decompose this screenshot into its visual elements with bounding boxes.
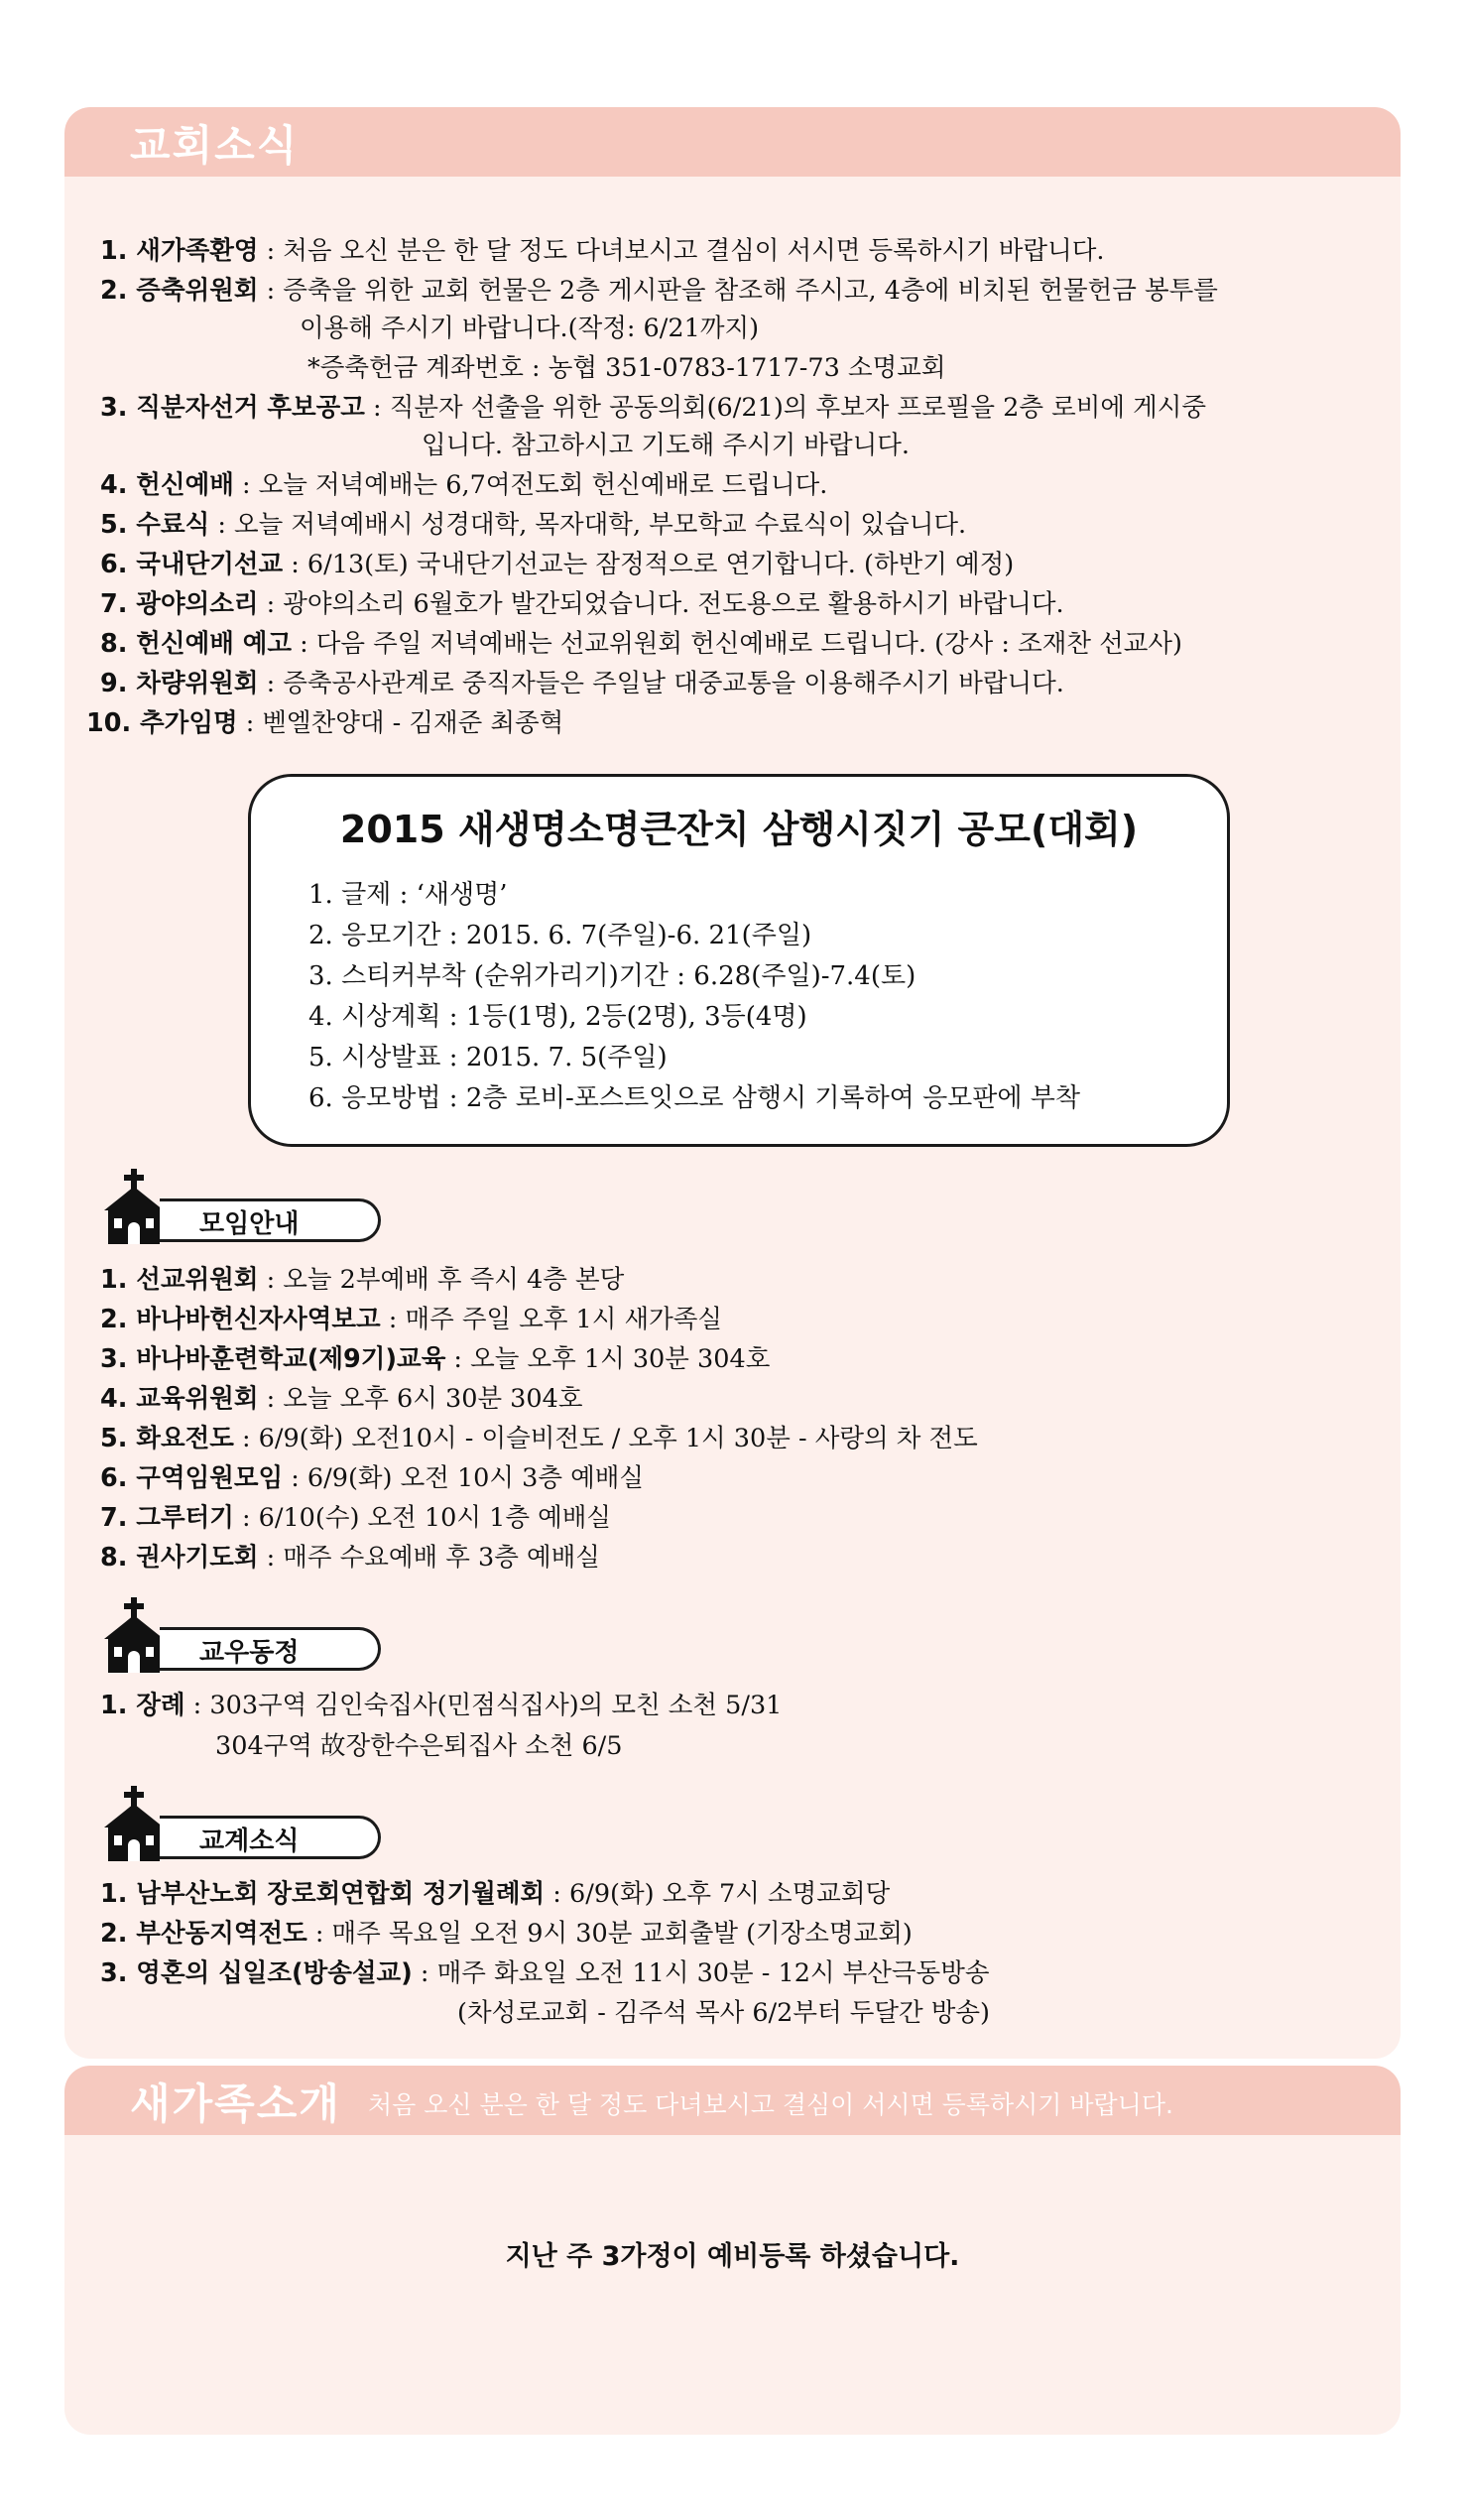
news-item-9: 9. 차량위원회 : 증축공사관계로 중직자들은 주일날 대중교통을 이용해주시기 바랍니다. xyxy=(100,669,1064,698)
meeting-item-4: 4. 교육위원회 : 오늘 오후 6시 30분 304호 xyxy=(100,1384,583,1414)
church-news-panel xyxy=(64,107,1401,2059)
news-item-8: 8. 헌신예배 예고 : 다음 주일 저녁예배는 선교위원회 헌신예배로 드립니다. (강사 : 조재찬 선교사) xyxy=(100,629,1182,659)
denomination-heading xyxy=(104,1786,402,1861)
members-heading xyxy=(104,1597,402,1673)
member-item-1-cont1: 304구역 故장한수은퇴집사 소천 6/5 xyxy=(215,1731,623,1761)
news-item-2-cont2: *증축헌금 계좌번호 : 농협 351-0783-1717-73 소명교회 xyxy=(307,353,946,383)
church-icon xyxy=(104,1169,166,1244)
contest-item-3: 3. 스티커부착 (순위가리기)기간 : 6.28(주일)-7.4(토) xyxy=(308,961,916,991)
contest-item-6: 6. 응모방법 : 2층 로비-포스트잇으로 삼행시 기록하여 응모판에 부착 xyxy=(308,1083,1081,1113)
news-item-4: 4. 헌신예배 : 오늘 저녁예배는 6,7여전도회 헌신예배로 드립니다. xyxy=(100,470,828,500)
members-title: 교우동정 xyxy=(199,1638,300,1668)
meetings-title: 모임안내 xyxy=(199,1209,300,1239)
meetings-pill xyxy=(160,1198,381,1242)
contest-box xyxy=(248,774,1230,1147)
new-family-subtitle: 처음 오신 분은 한 달 정도 다녀보시고 결심이 서시면 등록하시기 바랍니다. xyxy=(368,2090,1173,2119)
news-item-7: 7. 광야의소리 : 광야의소리 6월호가 발간되었습니다. 전도용으로 활용하시기 바랍니다. xyxy=(100,589,1064,619)
church-news-title: 교회소식 xyxy=(130,121,300,170)
church-icon xyxy=(104,1597,166,1673)
news-item-6: 6. 국내단기선교 : 6/13(토) 국내단기선교는 잠정적으로 연기합니다. (하반기 예정) xyxy=(100,550,1015,579)
contest-item-4: 4. 시상계획 : 1등(1명), 2등(2명), 3등(4명) xyxy=(308,1002,807,1032)
news-item-2-cont1: 이용해 주시기 바랍니다.(작정: 6/21까지) xyxy=(300,314,760,343)
meetings-heading xyxy=(104,1169,402,1244)
news-item-10: 10. 추가임명 : 벧엘찬양대 - 김재준 최종혁 xyxy=(86,708,564,738)
denom-item-1: 1. 남부산노회 장로회연합회 정기월례회 : 6/9(화) 오후 7시 소명교회당 xyxy=(100,1879,891,1909)
news-item-5: 5. 수료식 : 오늘 저녁예배시 성경대학, 목자대학, 부모학교 수료식이 있습니다. xyxy=(100,510,967,540)
denom-item-3-cont1: (차성로교회 - 김주석 목사 6/2부터 두달간 방송) xyxy=(457,1998,990,2028)
denom-item-3: 3. 영혼의 십일조(방송설교) : 매주 화요일 오전 11시 30분 - 12시 부산극동방송 xyxy=(100,1958,990,1988)
church-icon xyxy=(104,1786,166,1861)
new-family-header xyxy=(64,2066,1401,2135)
denom-item-2: 2. 부산동지역전도 : 매주 목요일 오전 9시 30분 교회출발 (기장소명교회) xyxy=(100,1919,913,1949)
contest-title: 2015 새생명소명큰잔치 삼행시짓기 공모(대회) xyxy=(339,808,1139,851)
new-family-message: 지난 주 3가정이 예비등록 하셨습니다. xyxy=(505,2241,960,2272)
meeting-item-2: 2. 바나바헌신자사역보고 : 매주 주일 오후 1시 새가족실 xyxy=(100,1305,723,1334)
new-family-panel xyxy=(64,2066,1401,2435)
meeting-item-6: 6. 구역임원모임 : 6/9(화) 오전 10시 3층 예배실 xyxy=(100,1463,645,1493)
news-item-2: 2. 증축위원회 : 증축을 위한 교회 헌물은 2층 게시판을 참조해 주시고, 4층에 비치된 헌물헌금 봉투를 xyxy=(100,276,1218,306)
meeting-item-7: 7. 그루터기 : 6/10(수) 오전 10시 1층 예배실 xyxy=(100,1503,611,1533)
denomination-title: 교계소식 xyxy=(199,1827,300,1856)
denomination-pill xyxy=(160,1816,381,1859)
meeting-item-8: 8. 권사기도회 : 매주 수요예배 후 3층 예배실 xyxy=(100,1543,600,1573)
contest-item-5: 5. 시상발표 : 2015. 7. 5(주일) xyxy=(308,1043,668,1072)
church-news-header xyxy=(64,107,1401,177)
news-item-1: 1. 새가족환영 : 처음 오신 분은 한 달 정도 다녀보시고 결심이 서시면 등록하시기 바랍니다. xyxy=(100,236,1105,266)
contest-item-2: 2. 응모기간 : 2015. 6. 7(주일)-6. 21(주일) xyxy=(308,921,812,950)
meeting-item-3: 3. 바나바훈련학교(제9기)교육 : 오늘 오후 1시 30분 304호 xyxy=(100,1344,771,1374)
members-pill xyxy=(160,1627,381,1671)
meeting-item-5: 5. 화요전도 : 6/9(화) 오전10시 - 이슬비전도 / 오후 1시 30분 - 사랑의 차 전도 xyxy=(100,1424,978,1453)
meeting-item-1: 1. 선교위원회 : 오늘 2부예배 후 즉시 4층 본당 xyxy=(100,1265,625,1295)
news-item-3-cont1: 입니다. 참고하시고 기도해 주시기 바랍니다. xyxy=(422,431,911,460)
contest-item-1: 1. 글제 : ‘새생명’ xyxy=(308,880,508,910)
member-item-1: 1. 장례 : 303구역 김인숙집사(민점식집사)의 모친 소천 5/31 xyxy=(100,1691,783,1720)
new-family-title: 새가족소개 xyxy=(130,2079,341,2128)
news-item-3: 3. 직분자선거 후보공고 : 직분자 선출을 위한 공동의회(6/21)의 후보자 프로필을 2층 로비에 게시중 xyxy=(100,393,1207,423)
